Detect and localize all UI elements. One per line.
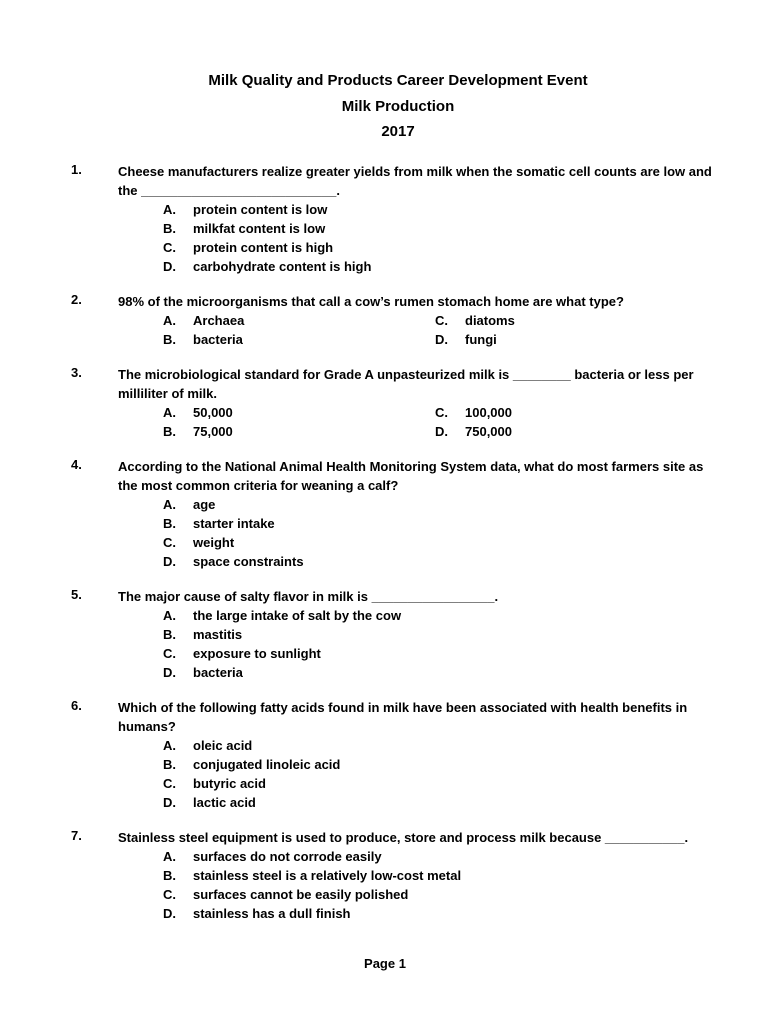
choice-text: milkfat content is low [193,220,326,236]
choice-text: diatoms [465,312,515,328]
choice-letter: D. [163,794,176,810]
choice-item [435,403,635,422]
choice-letter: A. [163,737,176,753]
choice-text: 75,000 [193,423,233,439]
choice-item [435,330,635,349]
choice-letter: C. [163,239,176,255]
choice-text: conjugated linoleic acid [193,756,341,772]
question-number: 4. [71,456,82,472]
choice-text: bacteria [193,331,243,347]
question-number: 6. [71,697,82,713]
choice-item [163,736,718,755]
choice-item [163,755,718,774]
choice-item [163,403,435,422]
choice-text: lactic acid [193,794,256,810]
choice-item [163,774,718,793]
choice-text: exposure to sunlight [193,645,321,661]
choice-item [163,847,718,866]
choice-letter: D. [163,664,176,680]
question-text: Cheese manufacturers realize greater yields from milk when the somatic cell counts are low and the ___________________________. [118,163,712,198]
question-3 [71,364,718,441]
choice-text: the large intake of salt by the cow [193,607,402,623]
choice-text: butyric acid [193,775,266,791]
choice-item [163,200,718,219]
choice-item [435,422,635,441]
choice-item [163,644,718,663]
choice-text: 50,000 [193,404,233,420]
choice-list [163,847,718,923]
choice-letter: C. [163,775,176,791]
choice-list [163,403,718,441]
choice-item [435,311,635,330]
choice-item [163,311,435,330]
choice-letter: C. [435,404,448,420]
choice-item [163,866,718,885]
choice-letter: A. [163,312,176,328]
document-header [78,68,718,145]
choice-letter: D. [435,423,448,439]
choice-letter: A. [163,201,176,217]
choice-list [163,311,718,349]
choice-letter: C. [163,645,176,661]
choice-list [163,606,718,682]
choice-text: starter intake [193,515,275,531]
choice-letter: B. [163,220,176,236]
choice-item [163,533,718,552]
choice-list [163,200,718,276]
question-2 [71,291,718,349]
choice-letter: C. [163,886,176,902]
question-text: 98% of the microorganisms that call a cow’s rumen stomach home are what type? [118,293,624,309]
choice-text: fungi [465,331,497,347]
choice-item [163,885,718,904]
choice-text: 100,000 [465,404,512,420]
question-text: Stainless steel equipment is used to produce, store and process milk because ___________. [118,829,689,845]
question-number: 1. [71,161,82,177]
choice-item [163,514,718,533]
choice-item [163,793,718,812]
question-text: The microbiological standard for Grade A unpasteurized milk is ________ bacteria or less per milliliter of milk. [118,366,694,401]
question-number: 2. [71,291,82,307]
choice-letter: A. [163,496,176,512]
choice-list [163,736,718,812]
choice-text: oleic acid [193,737,253,753]
choice-item [163,219,718,238]
choice-letter: B. [163,423,176,439]
question-1 [71,161,718,276]
question-list [71,161,718,923]
choice-text: 750,000 [465,423,512,439]
choice-item [163,422,435,441]
page-number: Page 1 [364,956,406,971]
choice-letter: A. [163,404,176,420]
choice-text: Archaea [193,312,245,328]
choice-text: age [193,496,216,512]
year: 2017 [381,123,415,140]
choice-letter: D. [163,258,176,274]
choice-text: protein content is high [193,239,334,255]
choice-letter: C. [163,534,176,550]
question-7 [71,827,718,923]
choice-text: surfaces do not corrode easily [193,848,382,864]
choice-item [163,663,718,682]
choice-letter: B. [163,756,176,772]
choice-letter: C. [435,312,448,328]
question-6 [71,697,718,812]
choice-letter: D. [435,331,448,347]
choice-text: surfaces cannot be easily polished [193,886,409,902]
choice-item [163,495,718,514]
choice-item [163,257,718,276]
choice-item [163,238,718,257]
choice-letter: A. [163,607,176,623]
choice-text: bacteria [193,664,243,680]
choice-letter: B. [163,515,176,531]
choice-item [163,625,718,644]
section-title: Milk Production [341,97,455,115]
choice-text: carbohydrate content is high [193,258,372,274]
choice-letter: D. [163,905,176,921]
question-number: 7. [71,827,82,843]
event-title: Milk Quality and Products Career Development Event [208,72,588,89]
question-5 [71,586,718,682]
choice-list [163,495,718,571]
choice-item [163,606,718,625]
choice-text: mastitis [193,626,243,642]
question-text: Which of the following fatty acids found in milk have been associated with health benefits in humans? [118,699,688,734]
choice-text: space constraints [193,553,304,569]
choice-letter: A. [163,848,176,864]
question-number: 5. [71,586,82,602]
question-4 [71,456,718,571]
choice-text: weight [193,534,235,550]
choice-letter: B. [163,867,176,883]
choice-item [163,904,718,923]
choice-text: protein content is low [193,201,328,217]
choice-text: stainless has a dull finish [193,905,351,921]
choice-letter: B. [163,626,176,642]
question-text: The major cause of salty flavor in milk is _________________. [118,588,499,604]
choice-item [163,330,435,349]
choice-text: stainless steel is a relatively low-cost metal [193,867,462,883]
choice-letter: D. [163,553,176,569]
question-number: 3. [71,364,82,380]
choice-letter: B. [163,331,176,347]
choice-item [163,552,718,571]
question-text: According to the National Animal Health Monitoring System data, what do most farmers site as the most common criteria for weaning a calf? [118,458,704,493]
